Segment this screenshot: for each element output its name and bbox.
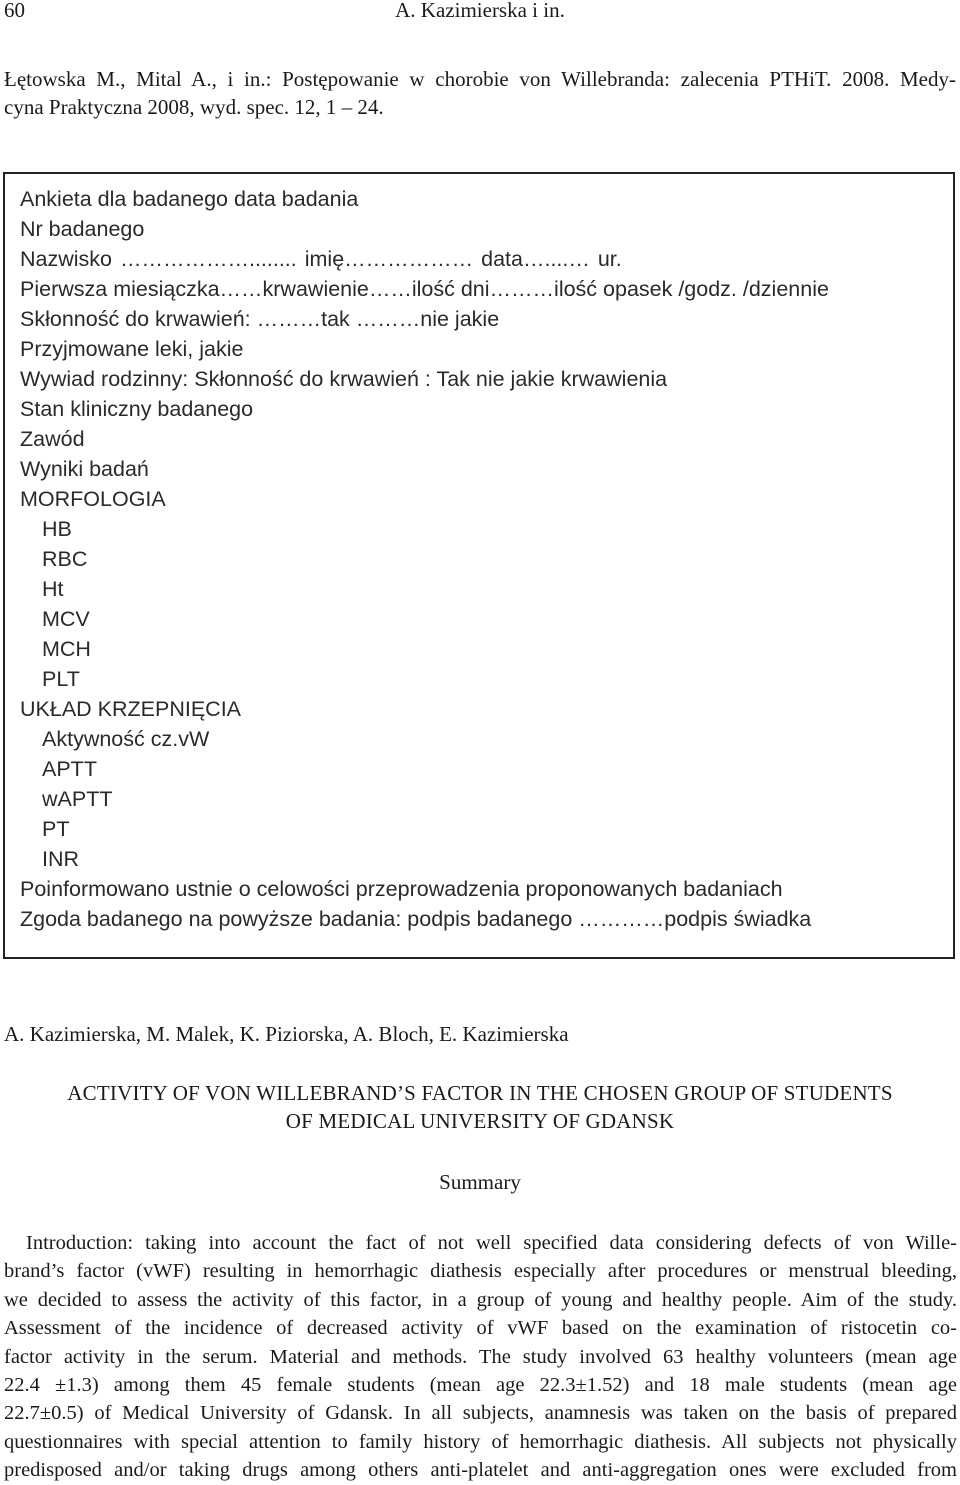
consent-signature-line: Zgoda badanego na powyższe badania: podpis badanego …………podpis świadka <box>20 907 812 931</box>
summary-line: we decided to assess the activity of this factor, in a group of young and healthy people. Aim of the study. <box>4 1288 957 1311</box>
informed-statement: Poinformowano ustnie o celowości przeprowadzenia proponowanych badaniach <box>20 877 783 901</box>
summary-line: predisposed and/or taking drugs among others anti-platelet and anti-aggregation ones were excluded from <box>4 1459 957 1482</box>
field-occupation: Zawód <box>20 427 85 451</box>
lab-item: HB <box>42 517 72 541</box>
section-coagulation: UKŁAD KRZEPNIĘCIA <box>20 697 242 721</box>
lab-item: PT <box>42 817 70 841</box>
reference-entry <box>4 65 956 121</box>
page-number: 60 <box>4 0 25 22</box>
field-name-line: Nazwisko ………………........ imię……………… data…....… ur. <box>20 247 622 271</box>
field-clinical-state: Stan kliniczny badanego <box>20 397 254 421</box>
summary-line: brand’s factor (vWF) resulting in hemorrhagic diathesis especially after procedures or menstrual bleeding, <box>4 1260 957 1283</box>
lab-item: INR <box>42 847 80 871</box>
field-menstruation: Pierwsza miesiączka……krwawienie……ilość dni………ilość opasek /godz. /dziennie <box>20 277 829 301</box>
summary-paragraph <box>4 1229 957 1485</box>
article-title-line: ACTIVITY OF VON WILLEBRAND’S FACTOR IN THE CHOSEN GROUP OF STUDENTS <box>67 1081 893 1105</box>
summary-line: factor activity in the serum. Material and methods. The study involved 63 healthy volunteers (mean age <box>4 1345 957 1368</box>
summary-line: 22.7±0.5) of Medical University of Gdansk. In all subjects, anamnesis was taken on the basis of prepared <box>4 1402 957 1425</box>
summary-heading: Summary <box>439 1170 521 1194</box>
reference-line: cyna Praktyczna 2008, wyd. spec. 12, 1 – 24. <box>4 95 384 119</box>
article-authors: A. Kazimierska, M. Malek, K. Piziorska, A. Bloch, E. Kazimierska <box>4 1022 569 1046</box>
running-title: A. Kazimierska i in. <box>395 0 565 22</box>
field-bleeding-tendency: Skłonność do krwawień: ………tak ………nie jakie <box>20 307 500 331</box>
section-morphology: MORFOLOGIA <box>20 487 166 511</box>
field-test-results: Wyniki badań <box>20 457 149 481</box>
lab-item: RBC <box>42 547 88 571</box>
summary-line: 22.4 ±1.3) among them 45 female students (mean age 22.3±1.52) and 18 male students (mean age <box>4 1374 957 1397</box>
lab-item: PLT <box>42 667 80 691</box>
summary-line: Introduction: taking into account the fact of not well specified data considering defects of von Wille- <box>26 1232 957 1254</box>
summary-line: Assessment of the incidence of decreased activity of vWF based on the examination of ristocetin co- <box>4 1317 957 1340</box>
lab-item: MCV <box>42 607 90 631</box>
field-medications: Przyjmowane leki, jakie <box>20 337 244 361</box>
summary-line: questionnaires with special attention to family history of hemorrhagic diathesis. All subjects not physically <box>4 1430 957 1453</box>
article-title-line: OF MEDICAL UNIVERSITY OF GDANSK <box>285 1109 675 1133</box>
lab-item: MCH <box>42 637 91 661</box>
lab-item: wAPTT <box>42 787 113 811</box>
lab-item: Aktywność cz.vW <box>42 727 210 751</box>
field-subject-number: Nr badanego <box>20 217 145 241</box>
questionnaire-title: Ankieta dla badanego data badania <box>20 187 359 211</box>
reference-line: Łętowska M., Mital A., i in.: Postępowanie w chorobie von Willebranda: zalecenia PTHiT. 2008. Medy- <box>4 67 956 91</box>
lab-item: APTT <box>42 757 97 781</box>
field-family-history: Wywiad rodzinny: Skłonność do krwawień : Tak nie jakie krwawienia <box>20 367 668 391</box>
lab-item: Ht <box>42 577 64 601</box>
questionnaire-box <box>3 172 955 959</box>
